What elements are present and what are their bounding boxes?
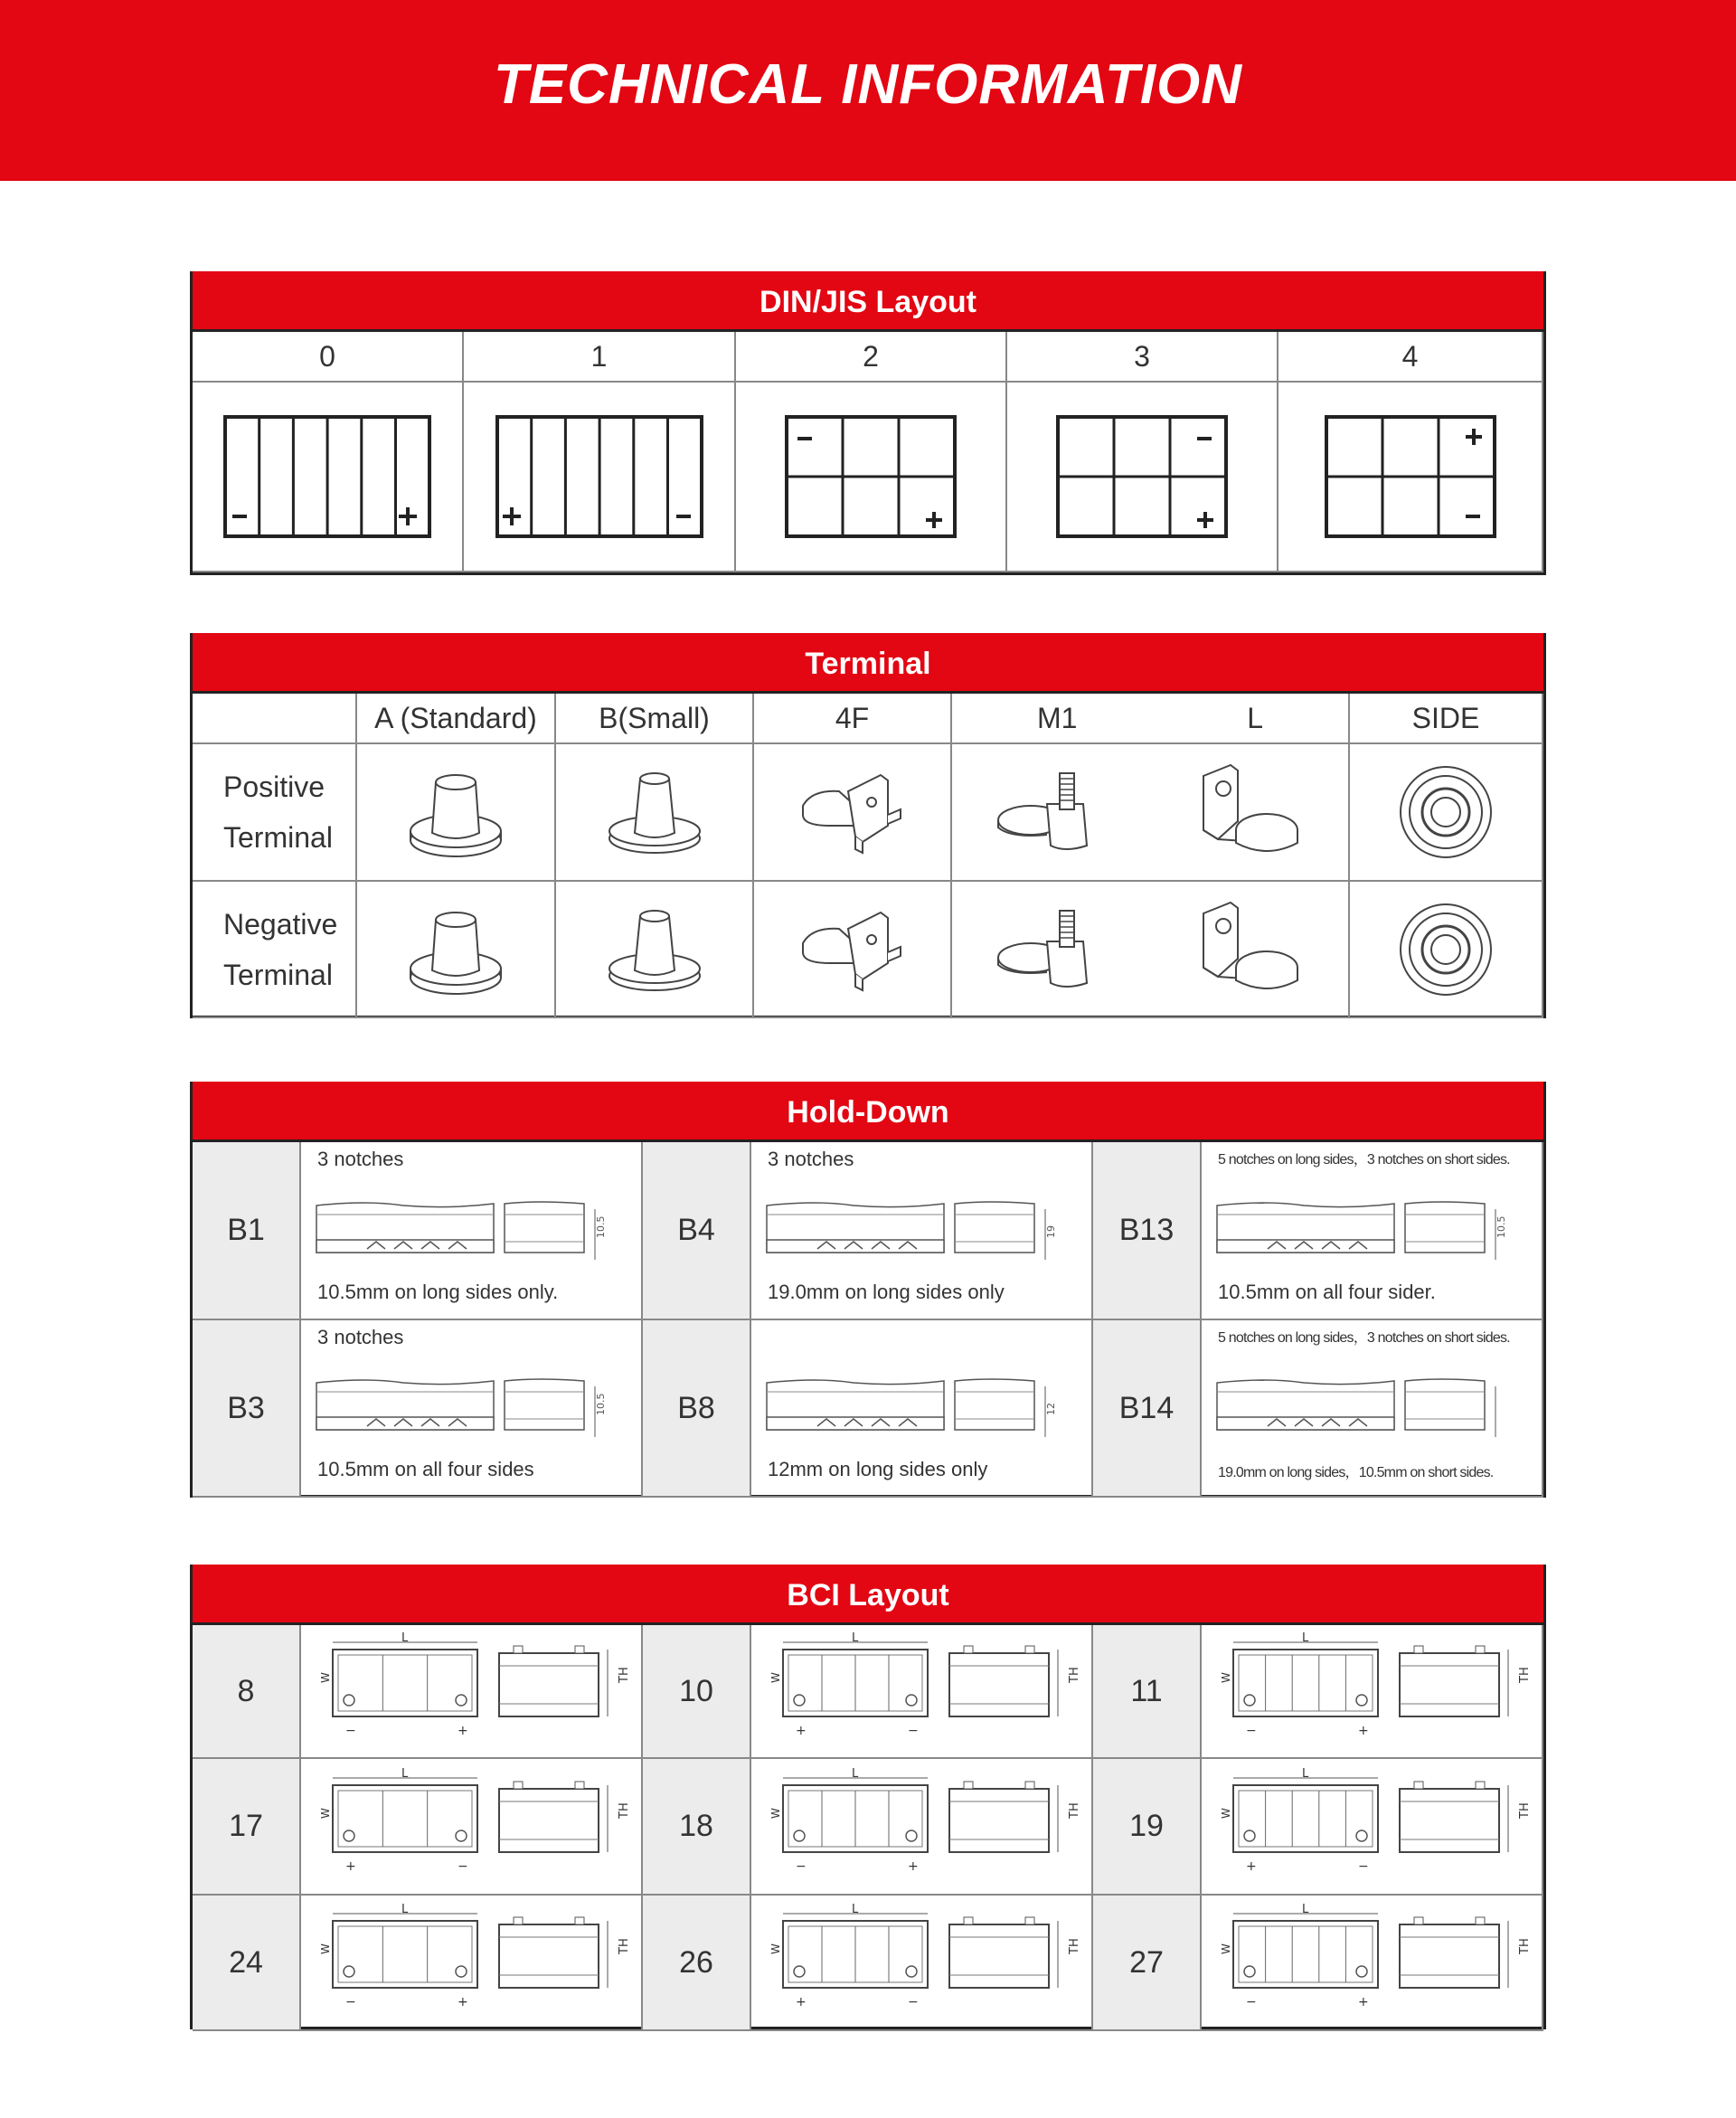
svg-text:+: + [345,1858,356,1874]
din-header-2: 2 [736,332,1007,383]
svg-text:12: 12 [1045,1403,1057,1415]
bci-code-27: 27 [1093,1896,1202,2031]
hold-down-b1-icon [313,1196,629,1269]
bci-width-label: W [1220,1672,1232,1683]
bci-height-label: TH [1068,1667,1081,1683]
din-layout-1-icon [495,415,703,538]
din-layout-2-icon [785,415,957,538]
bci-diagram-26 [751,1896,1093,2031]
bci-layout-8-icon [313,1633,629,1749]
svg-text:19: 19 [1045,1224,1057,1238]
hold-down-top-note: 5 notches on long sides，3 notches on short sides. [1218,1152,1510,1168]
hold-down-bottom-note: 19.0mm on long sides only [768,1281,1005,1303]
bci-diagram-17 [301,1759,643,1896]
svg-text:−: − [458,1858,468,1874]
bci-height-label: TH [1518,1938,1532,1954]
bci-diagram-8 [301,1625,643,1759]
bci-layout-26-icon [763,1905,1080,2020]
terminal-a-standard-icon [401,900,510,999]
bci-width-label: W [769,1807,782,1819]
hold-down-diagram-b14 [1202,1320,1543,1498]
bci-width-label: W [319,1807,332,1819]
terminal-a-standard-icon [401,762,510,862]
svg-text:+: + [1246,1858,1257,1874]
svg-text:+: + [796,1995,807,2009]
din-layout-4-diagram [1278,383,1543,572]
bci-length-label: L [401,1631,409,1645]
bci-diagram-19 [1202,1759,1543,1896]
hold-down-code-b4: B4 [643,1142,751,1320]
terminal-positive-4f [754,744,952,882]
bci-width-label: W [319,1672,332,1683]
bci-height-label: TH [1068,1938,1081,1954]
bci-layout-27-icon [1213,1905,1530,2020]
terminal-side-icon [1396,900,1495,999]
hold-down-grid [193,1139,1543,1498]
hold-down-title: Hold-Down [193,1082,1543,1139]
din-layout-2-diagram [736,383,1007,572]
bci-layout-19-icon [1213,1766,1532,1885]
din-header-3: 3 [1007,332,1278,383]
terminal-title: Terminal [193,633,1543,691]
bci-layout-11-icon [1213,1633,1530,1749]
din-layout-3-diagram [1007,383,1278,572]
hold-down-bottom-note: 19.0mm on long sides，10.5mm on short sides. [1218,1465,1494,1480]
terminal-row-label-negative: Negative Terminal [193,882,357,1018]
svg-text:−: − [1246,1995,1257,2009]
din-layout-0-diagram [193,383,464,572]
din-header-4: 4 [1278,332,1543,383]
hold-down-diagram-b1 [301,1142,643,1320]
terminal-negative-side [1350,882,1543,1018]
bci-code-18: 18 [643,1759,751,1896]
svg-text:+: + [1358,1995,1369,2009]
din-jis-grid [193,329,1543,572]
din-layout-1-diagram [464,383,736,572]
hold-down-bottom-note: 12mm on long sides only [768,1458,988,1480]
svg-text:−: − [345,1724,356,1738]
terminal-negative-m1-l [952,882,1350,1018]
hold-down-b13-icon [1213,1196,1530,1269]
hold-down-code-b14: B14 [1093,1320,1202,1498]
hold-down-diagram-b4 [751,1142,1093,1320]
svg-text:−: − [345,1995,356,2009]
terminal-positive-a-standard [357,744,556,882]
terminal-corner [193,694,357,744]
terminal-4f-icon [794,900,911,999]
terminal-negative-b-small [556,882,754,1018]
bci-height-label: TH [618,1938,631,1954]
terminal-m1-icon [993,762,1110,862]
bci-section [190,1565,1546,2029]
bci-diagram-27 [1202,1896,1543,2031]
hold-down-diagram-b8 [751,1320,1093,1498]
bci-width-label: W [769,1943,782,1954]
hold-down-top-note: 3 notches [768,1148,854,1170]
hold-down-b4-icon [763,1196,1080,1269]
bci-code-10: 10 [643,1625,751,1759]
terminal-section [190,633,1546,1018]
terminal-positive-side [1350,744,1543,882]
bci-diagram-18 [751,1759,1093,1896]
bci-layout-10-icon [763,1633,1080,1749]
bci-length-label: L [852,1631,859,1645]
svg-text:10.5: 10.5 [1495,1215,1507,1238]
terminal-header-l: L [1247,701,1264,734]
bci-length-label: L [401,1766,409,1781]
bci-code-8: 8 [193,1625,301,1759]
bci-diagram-11 [1202,1625,1543,1759]
hold-down-bottom-note: 10.5mm on all four sides [317,1458,534,1480]
terminal-row-label-positive: Positive Terminal [193,744,357,882]
terminal-header-2: 4F [754,694,952,744]
bci-title: BCI Layout [193,1565,1543,1622]
terminal-grid [193,691,1543,1018]
hold-down-code-b8: B8 [643,1320,751,1498]
terminal-header-side: SIDE [1350,694,1543,744]
bci-length-label: L [1302,1766,1309,1781]
terminal-header-m1-l [952,694,1350,744]
bci-length-label: L [401,1903,409,1916]
hold-down-bottom-note: 10.5mm on long sides only. [317,1281,559,1303]
bci-width-label: W [1220,1943,1232,1954]
bci-grid [193,1622,1543,2031]
terminal-header-0: A (Standard) [357,694,556,744]
bci-length-label: L [1302,1631,1309,1645]
bci-diagram-10 [751,1625,1093,1759]
bci-layout-17-icon [313,1766,631,1885]
hold-down-b14-icon [1213,1374,1530,1446]
bci-diagram-24 [301,1896,643,2031]
svg-text:+: + [908,1858,919,1874]
svg-text:+: + [796,1724,807,1738]
bci-length-label: L [852,1903,859,1916]
hold-down-top-note: 3 notches [317,1326,404,1348]
hold-down-diagram-b3 [301,1320,643,1498]
hold-down-bottom-note: 10.5mm on all four sider. [1218,1281,1436,1303]
din-jis-title: DIN/JIS Layout [193,271,1543,329]
svg-text:−: − [796,1858,807,1874]
bci-code-11: 11 [1093,1625,1202,1759]
hold-down-diagram-b13 [1202,1142,1543,1320]
hold-down-b8-icon [763,1374,1080,1446]
din-layout-3-icon [1056,415,1228,538]
svg-text:−: − [1358,1858,1369,1874]
svg-text:10.5: 10.5 [595,1215,607,1238]
svg-text:+: + [458,1724,468,1738]
din-header-1: 1 [464,332,736,383]
terminal-header-m1: M1 [1036,701,1078,734]
terminal-negative-4f [754,882,952,1018]
terminal-b-small-icon [600,900,709,999]
terminal-l-icon [1191,895,1308,1004]
terminal-b-small-icon [600,762,709,862]
hold-down-top-note: 3 notches [317,1148,404,1170]
hold-down-b3-icon [313,1374,629,1446]
svg-text:−: − [1246,1724,1257,1738]
svg-text:+: + [458,1995,468,2009]
svg-text:+: + [1358,1724,1369,1738]
hold-down-code-b13: B13 [1093,1142,1202,1320]
terminal-header-1: B(Small) [556,694,754,744]
bci-width-label: W [1220,1807,1232,1819]
terminal-4f-icon [794,762,911,862]
bci-layout-18-icon [763,1766,1081,1885]
terminal-m1-icon [993,900,1110,999]
bci-code-24: 24 [193,1896,301,2031]
hold-down-code-b1: B1 [193,1142,301,1320]
terminal-positive-b-small [556,744,754,882]
terminal-side-icon [1396,762,1495,862]
svg-text:−: − [908,1724,919,1738]
bci-height-label: TH [1518,1667,1532,1683]
bci-height-label: TH [618,1667,631,1683]
terminal-negative-a-standard [357,882,556,1018]
bci-code-19: 19 [1093,1759,1202,1896]
header-banner [0,0,1736,181]
din-jis-section [190,271,1546,575]
bci-height-label: TH [1518,1801,1532,1819]
bci-length-label: L [1302,1903,1309,1916]
bci-code-26: 26 [643,1896,751,2031]
hold-down-code-b3: B3 [193,1320,301,1498]
din-layout-0-icon [223,415,431,538]
hold-down-top-note: 5 notches on long sides，3 notches on short sides. [1218,1330,1510,1346]
hold-down-section [190,1082,1546,1498]
bci-length-label: L [852,1766,859,1781]
svg-text:10.5: 10.5 [595,1393,607,1415]
bci-code-17: 17 [193,1759,301,1896]
bci-height-label: TH [1068,1801,1081,1819]
terminal-positive-m1-l [952,744,1350,882]
bci-layout-24-icon [313,1905,629,2020]
bci-height-label: TH [618,1801,631,1819]
bci-width-label: W [319,1943,332,1954]
din-header-0: 0 [193,332,464,383]
page-title: TECHNICAL INFORMATION [493,53,1243,116]
svg-text:−: − [908,1995,919,2009]
terminal-l-icon [1191,758,1308,866]
din-layout-4-icon [1325,415,1496,538]
bci-width-label: W [769,1672,782,1683]
